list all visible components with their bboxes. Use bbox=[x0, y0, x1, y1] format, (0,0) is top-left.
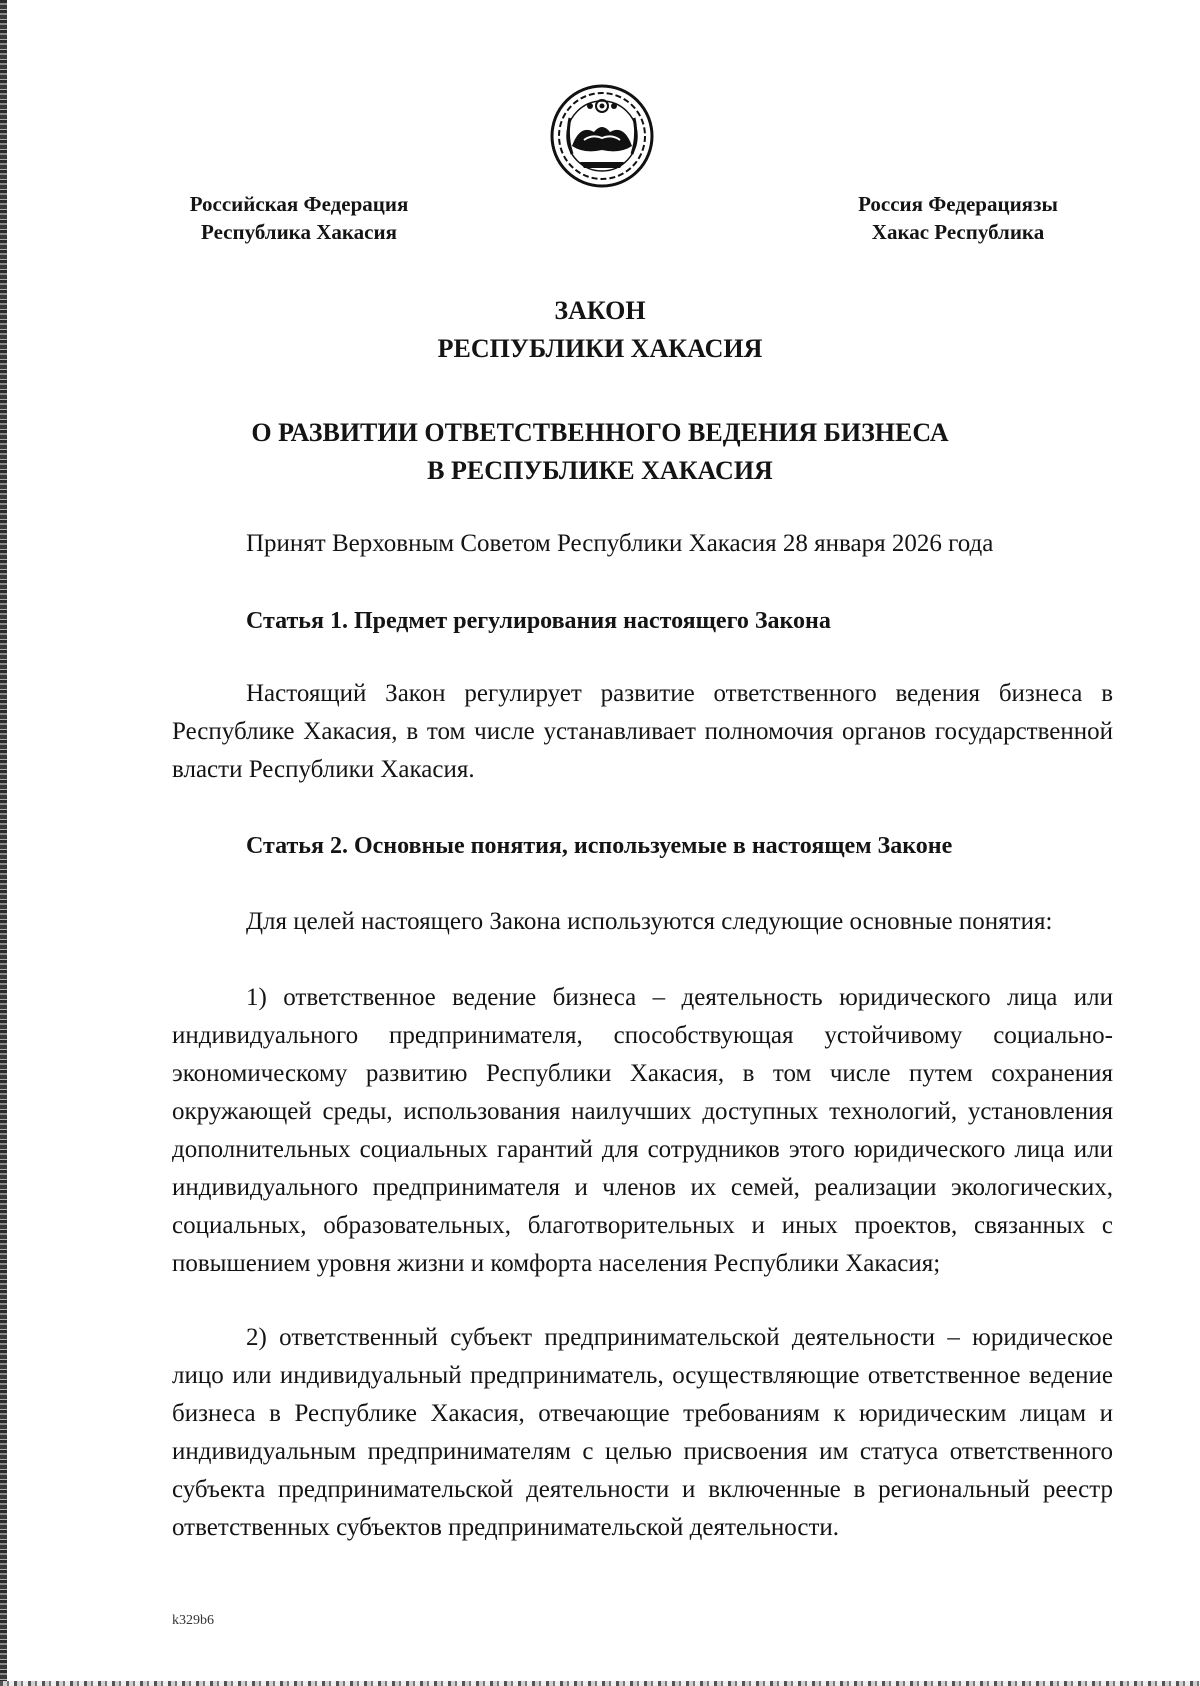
article-1-heading: Статья 1. Предмет регулирования настоящего Закона bbox=[246, 608, 831, 634]
document-code: k329b6 bbox=[172, 1613, 214, 1628]
header-left-line2: Республика Хакасия bbox=[201, 220, 397, 244]
article-2-intro: Для целей настоящего Закона используются следующие основные понятия: bbox=[246, 908, 1053, 935]
article-2-item-1: 1) ответственное ведение бизнеса – деятельность юридического лица или индивидуального предпринимателя, способствующая устойчивому социально-экономическому развитию Республики Хакасия, в том числе путем сохранения окружающей среды, использования наилучших доступных технологий, установления дополнительных социальных гарантий для сотрудников этого юридического лица или индивидуального предпринимателя и членов их семей, реализации экологических, социальных, образовательных, благотворительных и иных проектов, связанных с повышением уровня жизни и комфорта населения Республики Хакасия; bbox=[172, 984, 1113, 1277]
article-2-item-2: 2) ответственный субъект предпринимательской деятельности – юридическое лицо или индивидуальный предприниматель, осуществляющие ответственное ведение бизнеса в Республике Хакасия, отвечающие требованиям к юридическим лицам и индивидуальным предпринимателям с целью присвоения им статуса ответственного субъекта предпринимательской деятельности и включенные в региональный реестр ответственных субъектов предпринимательской деятельности. bbox=[172, 1324, 1113, 1541]
header-right bbox=[838, 190, 1078, 246]
header-right-line2: Хакас Республика bbox=[871, 220, 1045, 244]
scan-edge-bottom bbox=[0, 1681, 1200, 1686]
law-name-line1: О РАЗВИТИИ ОТВЕТСТВЕННОГО ВЕДЕНИЯ БИЗНЕСА bbox=[251, 418, 949, 447]
law-name-line2: В РЕСПУБЛИКЕ ХАКАСИЯ bbox=[427, 456, 773, 485]
scan-edge-left bbox=[0, 0, 7, 1686]
adoption-statement: Принят Верховным Советом Республики Хакасия 28 января 2026 года bbox=[246, 530, 994, 557]
article-2-heading: Статья 2. Основные понятия, используемые в настоящем Законе bbox=[246, 833, 953, 859]
header-right-line1: Россия Федерациязы bbox=[858, 192, 1058, 216]
khakassia-emblem-icon bbox=[550, 84, 654, 188]
law-name bbox=[0, 414, 1200, 490]
law-title-line1: ЗАКОН bbox=[554, 296, 646, 325]
header-left bbox=[170, 190, 428, 246]
header-left-line1: Российская Федерация bbox=[189, 192, 409, 216]
law-title-line2: РЕСПУБЛИКИ ХАКАСИЯ bbox=[437, 334, 763, 363]
law-title bbox=[0, 292, 1200, 368]
article-1-text: Настоящий Закон регулирует развитие ответственного ведения бизнеса в Республике Хакасия, в том числе устанавливает полномочия органов государственной власти Республики Хакасия. bbox=[172, 680, 1113, 783]
